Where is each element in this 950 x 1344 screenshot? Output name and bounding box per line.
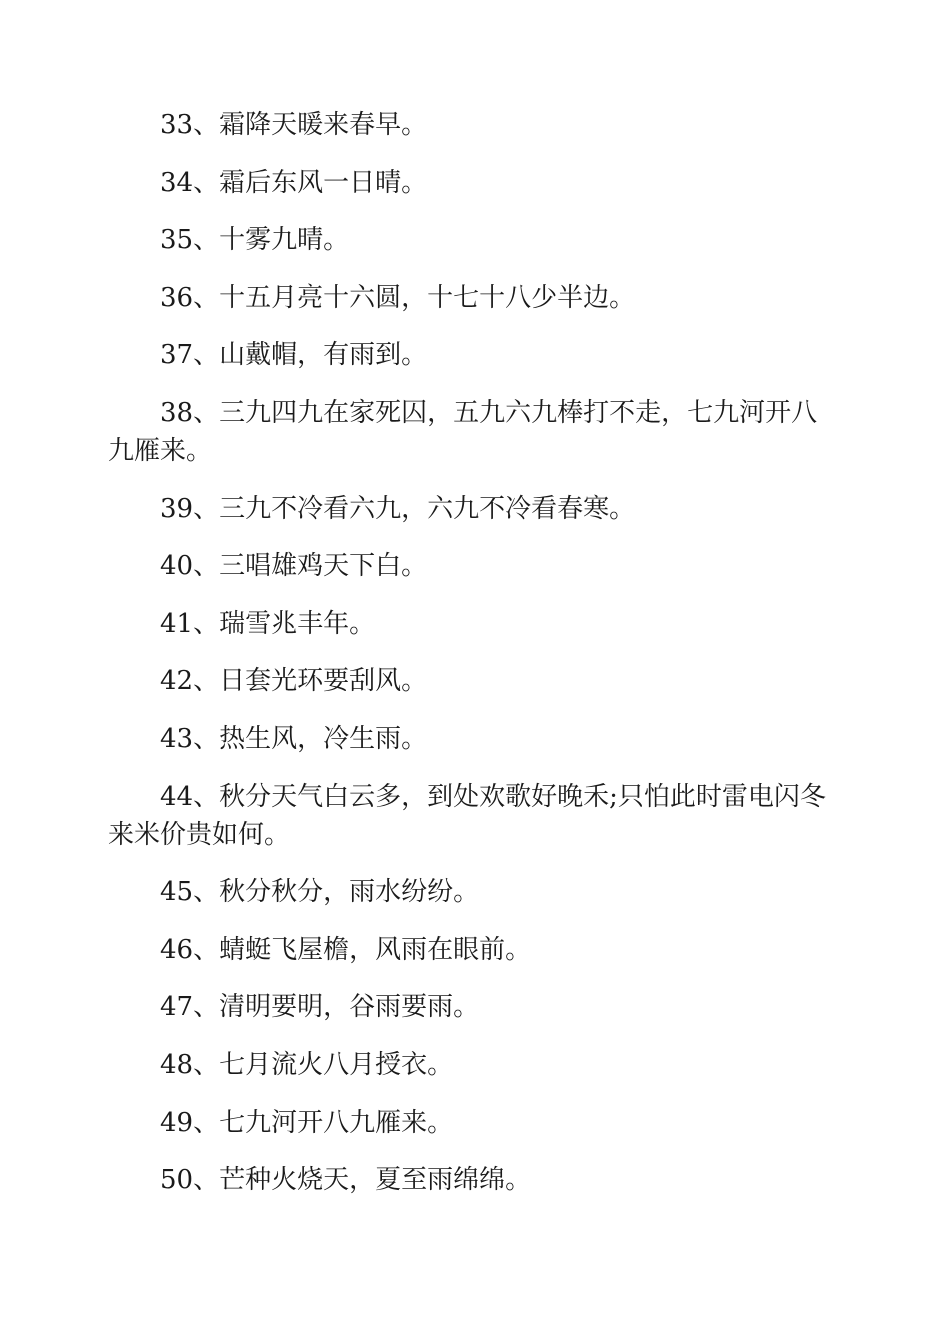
proverb-paragraph: 50、芒种火烧天，夏至雨绵绵。 <box>160 1165 532 1196</box>
proverb-paragraph: 44、秋分天气白云多，到处欢歌好晚禾;只怕此时雷电闪冬来米价贵如何。 <box>108 781 826 850</box>
proverb-paragraph: 43、热生风，冷生雨。 <box>160 723 428 754</box>
proverb-paragraph: 36、十五月亮十六圆，十七十八少半边。 <box>160 282 636 313</box>
proverb-paragraph: 46、蜻蜓飞屋檐，风雨在眼前。 <box>160 934 532 965</box>
proverb-paragraph: 34、霜后东风一日晴。 <box>160 167 428 198</box>
proverb-paragraph: 47、清明要明，谷雨要雨。 <box>160 992 480 1023</box>
proverb-paragraph: 39、三九不冷看六九，六九不冷看春寒。 <box>160 493 636 524</box>
proverb-paragraph: 35、十雾九晴。 <box>160 225 350 256</box>
proverb-paragraph: 42、日套光环要刮风。 <box>160 666 428 697</box>
proverb-paragraph: 49、七九河开八九雁来。 <box>160 1107 454 1138</box>
proverb-paragraph: 45、秋分秋分，雨水纷纷。 <box>160 877 480 908</box>
document-body <box>108 106 843 1219</box>
proverb-paragraph: 41、瑞雪兆丰年。 <box>160 608 376 639</box>
proverb-paragraph: 38、三九四九在家死囚，五九六九棒打不走，七九河开八九雁来。 <box>108 397 818 466</box>
proverb-paragraph: 33、霜降天暖来春早。 <box>160 110 428 140</box>
proverb-paragraph: 37、山戴帽，有雨到。 <box>160 340 428 371</box>
proverb-paragraph: 48、七月流火八月授衣。 <box>160 1049 454 1080</box>
proverb-paragraph: 40、三唱雄鸡天下白。 <box>160 551 428 582</box>
